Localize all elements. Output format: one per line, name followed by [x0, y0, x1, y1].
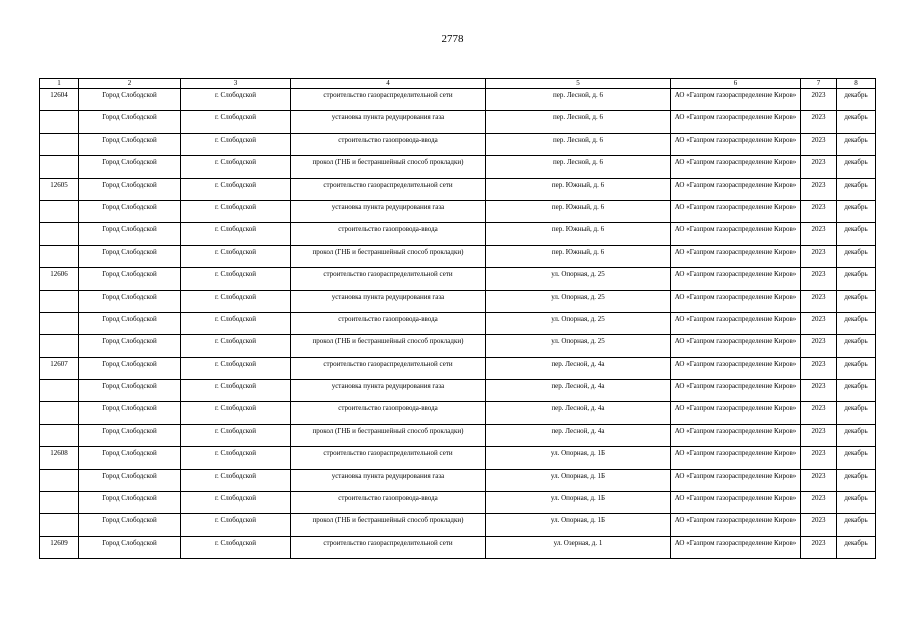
column-header-6: 6 — [671, 79, 801, 89]
cell-year: 2023 — [801, 111, 837, 133]
table-row — [40, 312, 876, 334]
column-header-1: 1 — [40, 79, 79, 89]
cell-object-code — [40, 290, 79, 312]
cell-settlement: г. Слободской — [181, 424, 291, 446]
cell-address: пер. Лесной, д. 6 — [486, 111, 671, 133]
cell-object-code — [40, 223, 79, 245]
cell-address: ул. Опорная, д. 1Б — [486, 514, 671, 536]
cell-work-type: строительство газораспределительной сети — [291, 178, 486, 200]
table-row — [40, 111, 876, 133]
table-row — [40, 469, 876, 491]
table-row — [40, 424, 876, 446]
cell-year: 2023 — [801, 89, 837, 111]
cell-work-type: прокол (ГНБ и бестраншейный способ прокладки) — [291, 335, 486, 357]
table-row — [40, 89, 876, 111]
cell-address: пер. Лесной, д. 4а — [486, 424, 671, 446]
cell-year: 2023 — [801, 536, 837, 558]
cell-year: 2023 — [801, 380, 837, 402]
cell-object-code: 12607 — [40, 357, 79, 379]
cell-address: пер. Лесной, д. 6 — [486, 89, 671, 111]
data-table — [39, 78, 876, 559]
cell-object-code — [40, 380, 79, 402]
cell-settlement: г. Слободской — [181, 89, 291, 111]
cell-organization: АО «Газпром газораспределение Киров» — [671, 133, 801, 155]
cell-month: декабрь — [837, 223, 876, 245]
cell-municipality: Город Слободской — [79, 245, 181, 267]
cell-address: ул. Опорная, д. 25 — [486, 290, 671, 312]
cell-work-type: установка пункта редуцирования газа — [291, 469, 486, 491]
cell-settlement: г. Слободской — [181, 268, 291, 290]
cell-municipality: Город Слободской — [79, 380, 181, 402]
column-header-3: 3 — [181, 79, 291, 89]
cell-settlement: г. Слободской — [181, 402, 291, 424]
cell-object-code: 12609 — [40, 536, 79, 558]
cell-municipality: Город Слободской — [79, 335, 181, 357]
cell-settlement: г. Слободской — [181, 335, 291, 357]
cell-year: 2023 — [801, 357, 837, 379]
cell-organization: АО «Газпром газораспределение Киров» — [671, 312, 801, 334]
cell-month: декабрь — [837, 402, 876, 424]
cell-settlement: г. Слободской — [181, 223, 291, 245]
cell-municipality: Город Слободской — [79, 424, 181, 446]
cell-object-code — [40, 200, 79, 222]
cell-year: 2023 — [801, 268, 837, 290]
cell-organization: АО «Газпром газораспределение Киров» — [671, 469, 801, 491]
cell-work-type: строительство газораспределительной сети — [291, 357, 486, 379]
cell-month: декабрь — [837, 536, 876, 558]
cell-object-code — [40, 156, 79, 178]
column-header-4: 4 — [291, 79, 486, 89]
cell-object-code — [40, 424, 79, 446]
cell-work-type: установка пункта редуцирования газа — [291, 200, 486, 222]
table-row — [40, 357, 876, 379]
cell-settlement: г. Слободской — [181, 447, 291, 469]
cell-address: ул. Опорная, д. 25 — [486, 312, 671, 334]
cell-settlement: г. Слободской — [181, 178, 291, 200]
cell-object-code — [40, 335, 79, 357]
cell-address: ул. Опорная, д. 1Б — [486, 447, 671, 469]
cell-municipality: Город Слободской — [79, 536, 181, 558]
cell-work-type: строительство газораспределительной сети — [291, 447, 486, 469]
cell-month: декабрь — [837, 111, 876, 133]
cell-object-code: 12604 — [40, 89, 79, 111]
cell-municipality: Город Слободской — [79, 492, 181, 514]
cell-address: пер. Лесной, д. 4а — [486, 357, 671, 379]
cell-organization: АО «Газпром газораспределение Киров» — [671, 111, 801, 133]
cell-work-type: строительство газопровода-ввода — [291, 312, 486, 334]
cell-work-type: установка пункта редуцирования газа — [291, 111, 486, 133]
cell-address: ул. Озерная, д. 1 — [486, 536, 671, 558]
cell-work-type: прокол (ГНБ и бестраншейный способ прокладки) — [291, 156, 486, 178]
page-number: 2778 — [441, 33, 464, 45]
cell-address: ул. Опорная, д. 25 — [486, 268, 671, 290]
cell-work-type: строительство газораспределительной сети — [291, 536, 486, 558]
cell-work-type: строительство газопровода-ввода — [291, 133, 486, 155]
cell-address: ул. Опорная, д. 1Б — [486, 492, 671, 514]
cell-work-type: строительство газораспределительной сети — [291, 89, 486, 111]
cell-settlement: г. Слободской — [181, 111, 291, 133]
cell-organization: АО «Газпром газораспределение Киров» — [671, 156, 801, 178]
table-row — [40, 536, 876, 558]
cell-settlement: г. Слободской — [181, 156, 291, 178]
cell-work-type: прокол (ГНБ и бестраншейный способ прокладки) — [291, 245, 486, 267]
cell-year: 2023 — [801, 133, 837, 155]
cell-work-type: строительство газопровода-ввода — [291, 492, 486, 514]
cell-month: декабрь — [837, 380, 876, 402]
cell-month: декабрь — [837, 312, 876, 334]
cell-object-code — [40, 245, 79, 267]
cell-year: 2023 — [801, 312, 837, 334]
cell-year: 2023 — [801, 245, 837, 267]
cell-organization: АО «Газпром газораспределение Киров» — [671, 89, 801, 111]
cell-organization: АО «Газпром газораспределение Киров» — [671, 380, 801, 402]
cell-organization: АО «Газпром газораспределение Киров» — [671, 447, 801, 469]
cell-municipality: Город Слободской — [79, 133, 181, 155]
cell-object-code — [40, 402, 79, 424]
cell-month: декабрь — [837, 335, 876, 357]
cell-municipality: Город Слободской — [79, 200, 181, 222]
cell-month: декабрь — [837, 89, 876, 111]
cell-month: декабрь — [837, 245, 876, 267]
cell-work-type: установка пункта редуцирования газа — [291, 290, 486, 312]
cell-organization: АО «Газпром газораспределение Киров» — [671, 357, 801, 379]
cell-settlement: г. Слободской — [181, 514, 291, 536]
cell-year: 2023 — [801, 447, 837, 469]
cell-municipality: Город Слободской — [79, 402, 181, 424]
table-row — [40, 335, 876, 357]
cell-month: декабрь — [837, 469, 876, 491]
cell-settlement: г. Слободской — [181, 492, 291, 514]
cell-settlement: г. Слободской — [181, 380, 291, 402]
cell-address: ул. Опорная, д. 1Б — [486, 469, 671, 491]
column-header-7: 7 — [801, 79, 837, 89]
cell-municipality: Город Слободской — [79, 447, 181, 469]
cell-settlement: г. Слободской — [181, 357, 291, 379]
cell-organization: АО «Газпром газораспределение Киров» — [671, 424, 801, 446]
cell-work-type: строительство газопровода-ввода — [291, 402, 486, 424]
table-row — [40, 200, 876, 222]
cell-object-code — [40, 469, 79, 491]
cell-settlement: г. Слободской — [181, 133, 291, 155]
cell-settlement: г. Слободской — [181, 469, 291, 491]
cell-work-type: строительство газораспределительной сети — [291, 268, 486, 290]
table-header — [40, 79, 876, 89]
cell-municipality: Город Слободской — [79, 290, 181, 312]
table-row — [40, 268, 876, 290]
cell-organization: АО «Газпром газораспределение Киров» — [671, 290, 801, 312]
table-row — [40, 492, 876, 514]
cell-year: 2023 — [801, 402, 837, 424]
cell-settlement: г. Слободской — [181, 290, 291, 312]
cell-organization: АО «Газпром газораспределение Киров» — [671, 223, 801, 245]
cell-settlement: г. Слободской — [181, 536, 291, 558]
cell-month: декабрь — [837, 178, 876, 200]
cell-work-type: строительство газопровода-ввода — [291, 223, 486, 245]
table-row — [40, 402, 876, 424]
table-row — [40, 514, 876, 536]
cell-municipality: Город Слободской — [79, 223, 181, 245]
cell-month: декабрь — [837, 156, 876, 178]
cell-object-code — [40, 312, 79, 334]
cell-address: пер. Южный, д. 6 — [486, 178, 671, 200]
cell-municipality: Город Слободской — [79, 156, 181, 178]
cell-settlement: г. Слободской — [181, 245, 291, 267]
column-header-2: 2 — [79, 79, 181, 89]
table-row — [40, 156, 876, 178]
cell-address: пер. Лесной, д. 4а — [486, 402, 671, 424]
cell-month: декабрь — [837, 424, 876, 446]
cell-municipality: Город Слободской — [79, 469, 181, 491]
cell-municipality: Город Слободской — [79, 357, 181, 379]
cell-month: декабрь — [837, 492, 876, 514]
table-row — [40, 380, 876, 402]
cell-month: декабрь — [837, 357, 876, 379]
cell-year: 2023 — [801, 290, 837, 312]
cell-object-code: 12605 — [40, 178, 79, 200]
cell-object-code — [40, 133, 79, 155]
cell-year: 2023 — [801, 514, 837, 536]
table-body — [40, 89, 876, 559]
cell-month: декабрь — [837, 290, 876, 312]
cell-year: 2023 — [801, 156, 837, 178]
column-header-8: 8 — [837, 79, 876, 89]
cell-year: 2023 — [801, 200, 837, 222]
cell-year: 2023 — [801, 469, 837, 491]
cell-municipality: Город Слободской — [79, 178, 181, 200]
cell-year: 2023 — [801, 223, 837, 245]
cell-settlement: г. Слободской — [181, 312, 291, 334]
cell-organization: АО «Газпром газораспределение Киров» — [671, 268, 801, 290]
cell-organization: АО «Газпром газораспределение Киров» — [671, 178, 801, 200]
cell-municipality: Город Слободской — [79, 111, 181, 133]
cell-month: декабрь — [837, 447, 876, 469]
cell-object-code — [40, 492, 79, 514]
cell-organization: АО «Газпром газораспределение Киров» — [671, 335, 801, 357]
cell-organization: АО «Газпром газораспределение Киров» — [671, 200, 801, 222]
cell-settlement: г. Слободской — [181, 200, 291, 222]
cell-organization: АО «Газпром газораспределение Киров» — [671, 245, 801, 267]
table-row — [40, 223, 876, 245]
cell-organization: АО «Газпром газораспределение Киров» — [671, 402, 801, 424]
cell-year: 2023 — [801, 335, 837, 357]
cell-work-type: прокол (ГНБ и бестраншейный способ прокладки) — [291, 424, 486, 446]
table-row — [40, 245, 876, 267]
cell-address: пер. Южный, д. 6 — [486, 223, 671, 245]
cell-municipality: Город Слободской — [79, 268, 181, 290]
header-row — [40, 79, 876, 89]
cell-month: декабрь — [837, 268, 876, 290]
cell-work-type: установка пункта редуцирования газа — [291, 380, 486, 402]
cell-address: пер. Южный, д. 6 — [486, 200, 671, 222]
cell-organization: АО «Газпром газораспределение Киров» — [671, 492, 801, 514]
cell-year: 2023 — [801, 492, 837, 514]
cell-object-code — [40, 514, 79, 536]
table-row — [40, 178, 876, 200]
cell-month: декабрь — [837, 514, 876, 536]
cell-object-code: 12606 — [40, 268, 79, 290]
cell-municipality: Город Слободской — [79, 89, 181, 111]
cell-address: пер. Лесной, д. 6 — [486, 133, 671, 155]
cell-organization: АО «Газпром газораспределение Киров» — [671, 536, 801, 558]
cell-address: пер. Лесной, д. 6 — [486, 156, 671, 178]
column-header-5: 5 — [486, 79, 671, 89]
cell-work-type: прокол (ГНБ и бестраншейный способ прокладки) — [291, 514, 486, 536]
cell-month: декабрь — [837, 133, 876, 155]
cell-municipality: Город Слободской — [79, 312, 181, 334]
cell-year: 2023 — [801, 424, 837, 446]
cell-municipality: Город Слободской — [79, 514, 181, 536]
cell-address: ул. Опорная, д. 25 — [486, 335, 671, 357]
cell-year: 2023 — [801, 178, 837, 200]
table-row — [40, 290, 876, 312]
cell-object-code — [40, 111, 79, 133]
cell-organization: АО «Газпром газораспределение Киров» — [671, 514, 801, 536]
table-row — [40, 133, 876, 155]
cell-address: пер. Южный, д. 6 — [486, 245, 671, 267]
cell-month: декабрь — [837, 200, 876, 222]
table-row — [40, 447, 876, 469]
cell-object-code: 12608 — [40, 447, 79, 469]
cell-address: пер. Лесной, д. 4а — [486, 380, 671, 402]
